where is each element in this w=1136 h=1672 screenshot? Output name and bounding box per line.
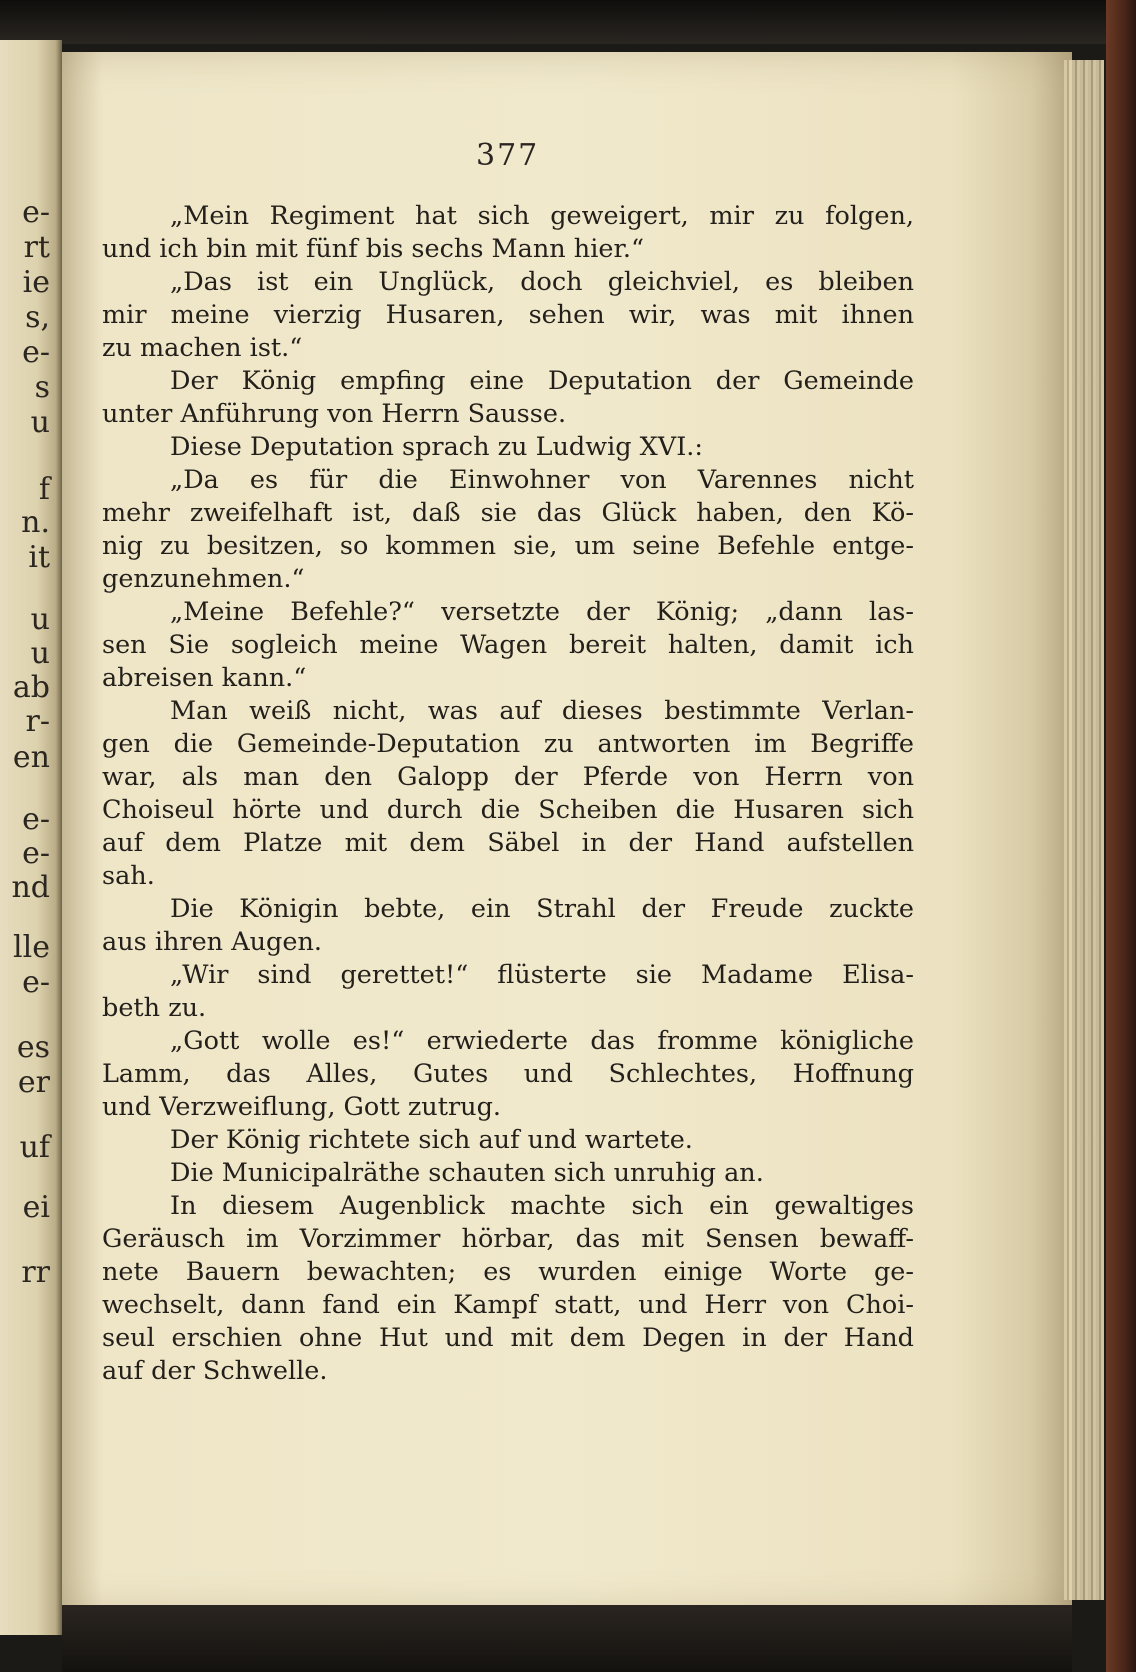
left-page-fragment: s: [34, 370, 50, 405]
text-line: unter Anführung von Herrn Sausse.: [102, 399, 567, 429]
left-page-fragment: f: [38, 472, 50, 507]
text-line: „Meine Befehle?“ versetzte der König; „dann las-: [170, 597, 914, 627]
page-number: 377: [476, 138, 540, 173]
book-cover-top: [0, 0, 1136, 44]
left-page-fragment: r-: [25, 704, 50, 739]
left-page-fragment: u: [30, 405, 50, 440]
text-line: mehr zweifelhaft ist, daß sie das Glück haben, den Kö-: [102, 498, 914, 528]
left-page-fragment: e-: [22, 965, 50, 1000]
text-line: „Wir sind gerettet!“ flüsterte sie Madame Elisa-: [170, 960, 914, 990]
text-line: „Da es für die Einwohner von Varennes nicht: [170, 465, 914, 495]
book-cover-right: [1106, 0, 1136, 1672]
text-line: Die Municipalräthe schauten sich unruhig an.: [170, 1158, 764, 1188]
left-page-fragment: nd: [11, 870, 50, 905]
text-line: Choiseul hörte und durch die Scheiben die Husaren sich: [102, 795, 914, 825]
page-stack-edges: [1064, 60, 1104, 1600]
text-line: zu machen ist.“: [102, 333, 303, 363]
text-line: Die Königin bebte, ein Strahl der Freude zuckte: [170, 894, 914, 924]
text-line: beth zu.: [102, 993, 207, 1023]
text-line: war, als man den Galopp der Pferde von Herrn von: [102, 762, 914, 792]
text-line: nig zu besitzen, so kommen sie, um seine Befehle entge-: [102, 531, 914, 561]
left-page-edge: [0, 40, 62, 1635]
text-line: auf dem Platze mit dem Säbel in der Hand aufstellen: [102, 828, 914, 858]
text-line: auf der Schwelle.: [102, 1356, 328, 1386]
left-page-text-fragments: [0, 40, 52, 1635]
left-page-fragment: ab: [12, 670, 50, 705]
text-line: abreisen kann.“: [102, 663, 307, 693]
book-bottom-shadow: [62, 1605, 1072, 1672]
text-line: mir meine vierzig Husaren, sehen wir, was mit ihnen: [102, 300, 914, 330]
left-page-fragment: u: [30, 602, 50, 637]
left-page-fragment: e-: [22, 335, 50, 370]
text-line: In diesem Augenblick machte sich ein gewaltiges: [170, 1191, 914, 1221]
text-line: seul erschien ohne Hut und mit dem Degen in der Hand: [102, 1323, 914, 1353]
text-line: gen die Gemeinde-Deputation zu antworten im Begriffe: [102, 729, 914, 759]
text-line: „Mein Regiment hat sich geweigert, mir zu folgen,: [170, 201, 914, 231]
left-page-fragment: u: [30, 636, 50, 671]
left-page-fragment: e-: [22, 802, 50, 837]
left-page-fragment: es: [16, 1030, 50, 1065]
text-line: „Das ist ein Unglück, doch gleichviel, es bleiben: [170, 267, 914, 297]
text-line: und ich bin mit fünf bis sechs Mann hier.“: [102, 234, 644, 264]
left-page-fragment: e-: [22, 836, 50, 871]
text-line: sen Sie sogleich meine Wagen bereit halten, damit ich: [102, 630, 914, 660]
left-page-fragment: ie: [22, 265, 50, 300]
left-page-fragment: s,: [25, 300, 50, 335]
left-page-fragment: uf: [19, 1130, 50, 1165]
left-page-fragment: n.: [21, 505, 50, 540]
text-line: genzunehmen.“: [102, 564, 305, 594]
text-line: Der König richtete sich auf und wartete.: [170, 1125, 693, 1155]
text-line: nete Bauern bewachten; es wurden einige Worte ge-: [102, 1257, 914, 1287]
page-text-block: [102, 200, 914, 1388]
left-page-fragment: rt: [23, 230, 50, 265]
text-line: Lamm, das Alles, Gutes und Schlechtes, Hoffnung: [102, 1059, 914, 1089]
left-page-fragment: en: [12, 740, 50, 775]
text-line: Man weiß nicht, was auf dieses bestimmte Verlan-: [170, 696, 914, 726]
text-line: sah.: [102, 861, 155, 891]
text-line: Geräusch im Vorzimmer hörbar, das mit Sensen bewaff-: [102, 1224, 914, 1254]
text-line: „Gott wolle es!“ erwiederte das fromme königliche: [170, 1026, 914, 1056]
text-line: Der König empfing eine Deputation der Gemeinde: [170, 366, 914, 396]
text-line: wechselt, dann fand ein Kampf statt, und Herr von Choi-: [102, 1290, 914, 1320]
left-page-fragment: rr: [21, 1255, 50, 1290]
left-page-fragment: ei: [22, 1190, 50, 1225]
text-line: aus ihren Augen.: [102, 927, 322, 957]
left-page-fragment: lle: [13, 930, 50, 965]
left-page-fragment: e-: [22, 195, 50, 230]
left-page-fragment: it: [28, 540, 50, 575]
text-line: Diese Deputation sprach zu Ludwig XVI.:: [170, 432, 703, 462]
text-line: und Verzweiflung, Gott zutrug.: [102, 1092, 501, 1122]
left-page-fragment: er: [17, 1065, 50, 1100]
